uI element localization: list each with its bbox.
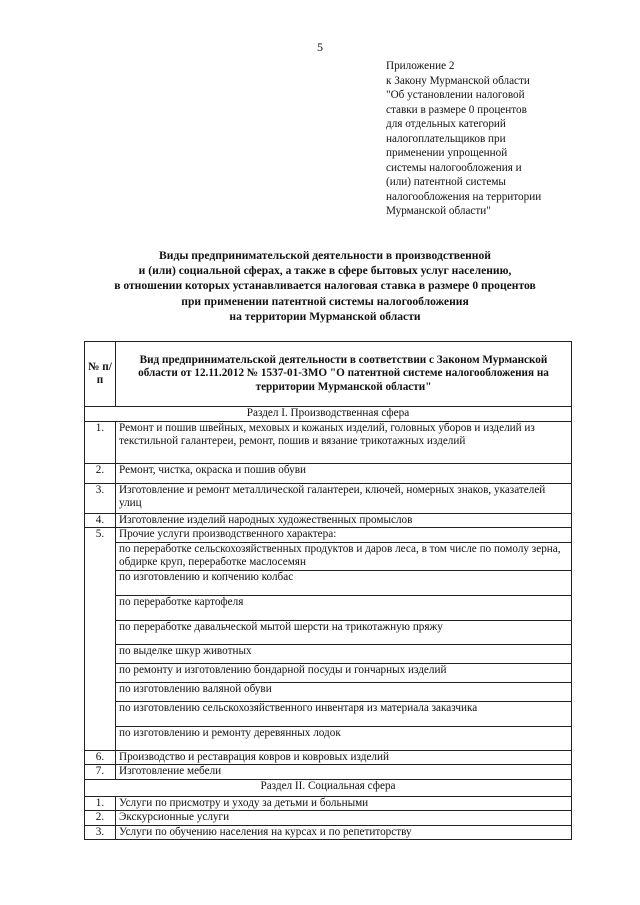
appendix-line: для отдельных категорий [386,118,506,130]
activities-table [84,341,572,840]
sub-row-text: по переработке картофеля [116,595,572,620]
row-text: Услуги по присмотру и уходу за детьми и больными [116,796,572,811]
sub-row-text: по переработке давальческой мытой шерсти на трикотажную пряжу [116,620,572,644]
row-number: 3. [85,483,116,513]
row-text: Производство и реставрация ковров и ковровых изделий [116,750,572,765]
title-line: при применении патентной системы налогообложения [181,294,469,308]
page-number: 5 [317,40,323,54]
title-line: на территории Мурманской области [229,309,421,323]
row-text: Изготовление мебели [116,765,572,780]
sub-row-text: по изготовлению и копчению колбас [116,570,572,595]
table-header-row [85,342,572,407]
appendix-line: "Об установлении налоговой [386,89,525,101]
table-row [85,825,572,840]
sub-row-text: по изготовлению сельскохозяйственного инвентаря из материала заказчика [116,701,572,726]
sub-row [85,542,572,570]
row-text: Ремонт и пошив швейных, меховых и кожаных изделий, головных уборов и изделий из текстильной галантереи, ремонт, пошив и вязание трикотажных изделий [116,421,572,463]
table-row [85,750,572,765]
row-number: 1. [85,796,116,811]
sub-row-text: по изготовлению валяной обуви [116,682,572,701]
table-row [85,421,572,463]
document-title [60,248,590,324]
row-number: 1. [85,421,116,463]
appendix-line: применении упрощенной [386,147,508,159]
sub-row-text: по ремонту и изготовлению бондарной посуды и гончарных изделий [116,663,572,682]
row-number: 2. [85,811,116,826]
section-title: Раздел I. Производственная сфера [85,407,572,422]
row-text: Прочие услуги производственного характера: [116,528,572,543]
row-text: Изготовление изделий народных художественных промыслов [116,513,572,528]
table-row [85,513,572,528]
sub-row [85,663,572,682]
table-row [85,483,572,513]
row-text: Изготовление и ремонт металлической галантереи, ключей, номерных знаков, указателей улиц [116,483,572,513]
appendix-note [386,59,606,219]
appendix-line: налогообложения на территории [386,190,542,203]
table-row [85,796,572,811]
sub-row [85,682,572,701]
section-title: Раздел II. Социальная сфера [85,779,572,796]
row-number: 4. [85,513,116,528]
sub-row [85,726,572,750]
appendix-line: (или) патентной системы [386,176,506,188]
title-line: в отношении которых устанавливается налоговая ставка в размере 0 процентов [114,279,536,293]
sub-row-text: по изготовлению и ремонту деревянных лодок [116,726,572,750]
table-row [85,765,572,780]
appendix-line: системы налогообложения и [386,161,522,174]
sub-row-text: по выделке шкур животных [116,644,572,663]
appendix-line: Приложение 2 [386,60,455,72]
title-line: и (или) социальной сферах, а также в сфере бытовых услуг населению, [138,264,512,278]
section-row [85,779,572,796]
table-row [85,463,572,483]
row-number: 5. [85,528,116,751]
table-row [85,528,572,543]
appendix-line: к Закону Мурманской области [386,74,530,87]
row-number: 3. [85,825,116,840]
header-activity: Вид предпринимательской деятельности в соответствии с Законом Мурманской области от 12.11.2012 № 1537-01-ЗМО "О патентной системе налогообложения на территории Мурманской области" [116,342,572,407]
appendix-line: ставки в размере 0 процентов [386,103,527,116]
sub-row [85,644,572,663]
sub-row [85,701,572,726]
sub-row [85,620,572,644]
section-row [85,407,572,422]
appendix-line: Мурманской области" [386,205,491,217]
row-text: Ремонт, чистка, окраска и пошив обуви [116,463,572,483]
sub-row [85,595,572,620]
row-text: Экскурсионные услуги [116,811,572,826]
row-number: 6. [85,750,116,765]
row-number: 7. [85,765,116,780]
appendix-line: налогоплательщиков при [386,132,506,145]
row-number: 2. [85,463,116,483]
header-number: № п/п [85,342,116,407]
title-line: Виды предпринимательской деятельности в производственной [159,249,491,262]
table-row [85,811,572,826]
sub-row [85,570,572,595]
sub-row-text: по переработке сельскохозяйственных продуктов и даров леса, в том числе по помолу зерна, обдирке круп, переработке маслосемян [116,542,572,570]
row-text: Услуги по обучению населения на курсах и по репетиторству [116,825,572,840]
